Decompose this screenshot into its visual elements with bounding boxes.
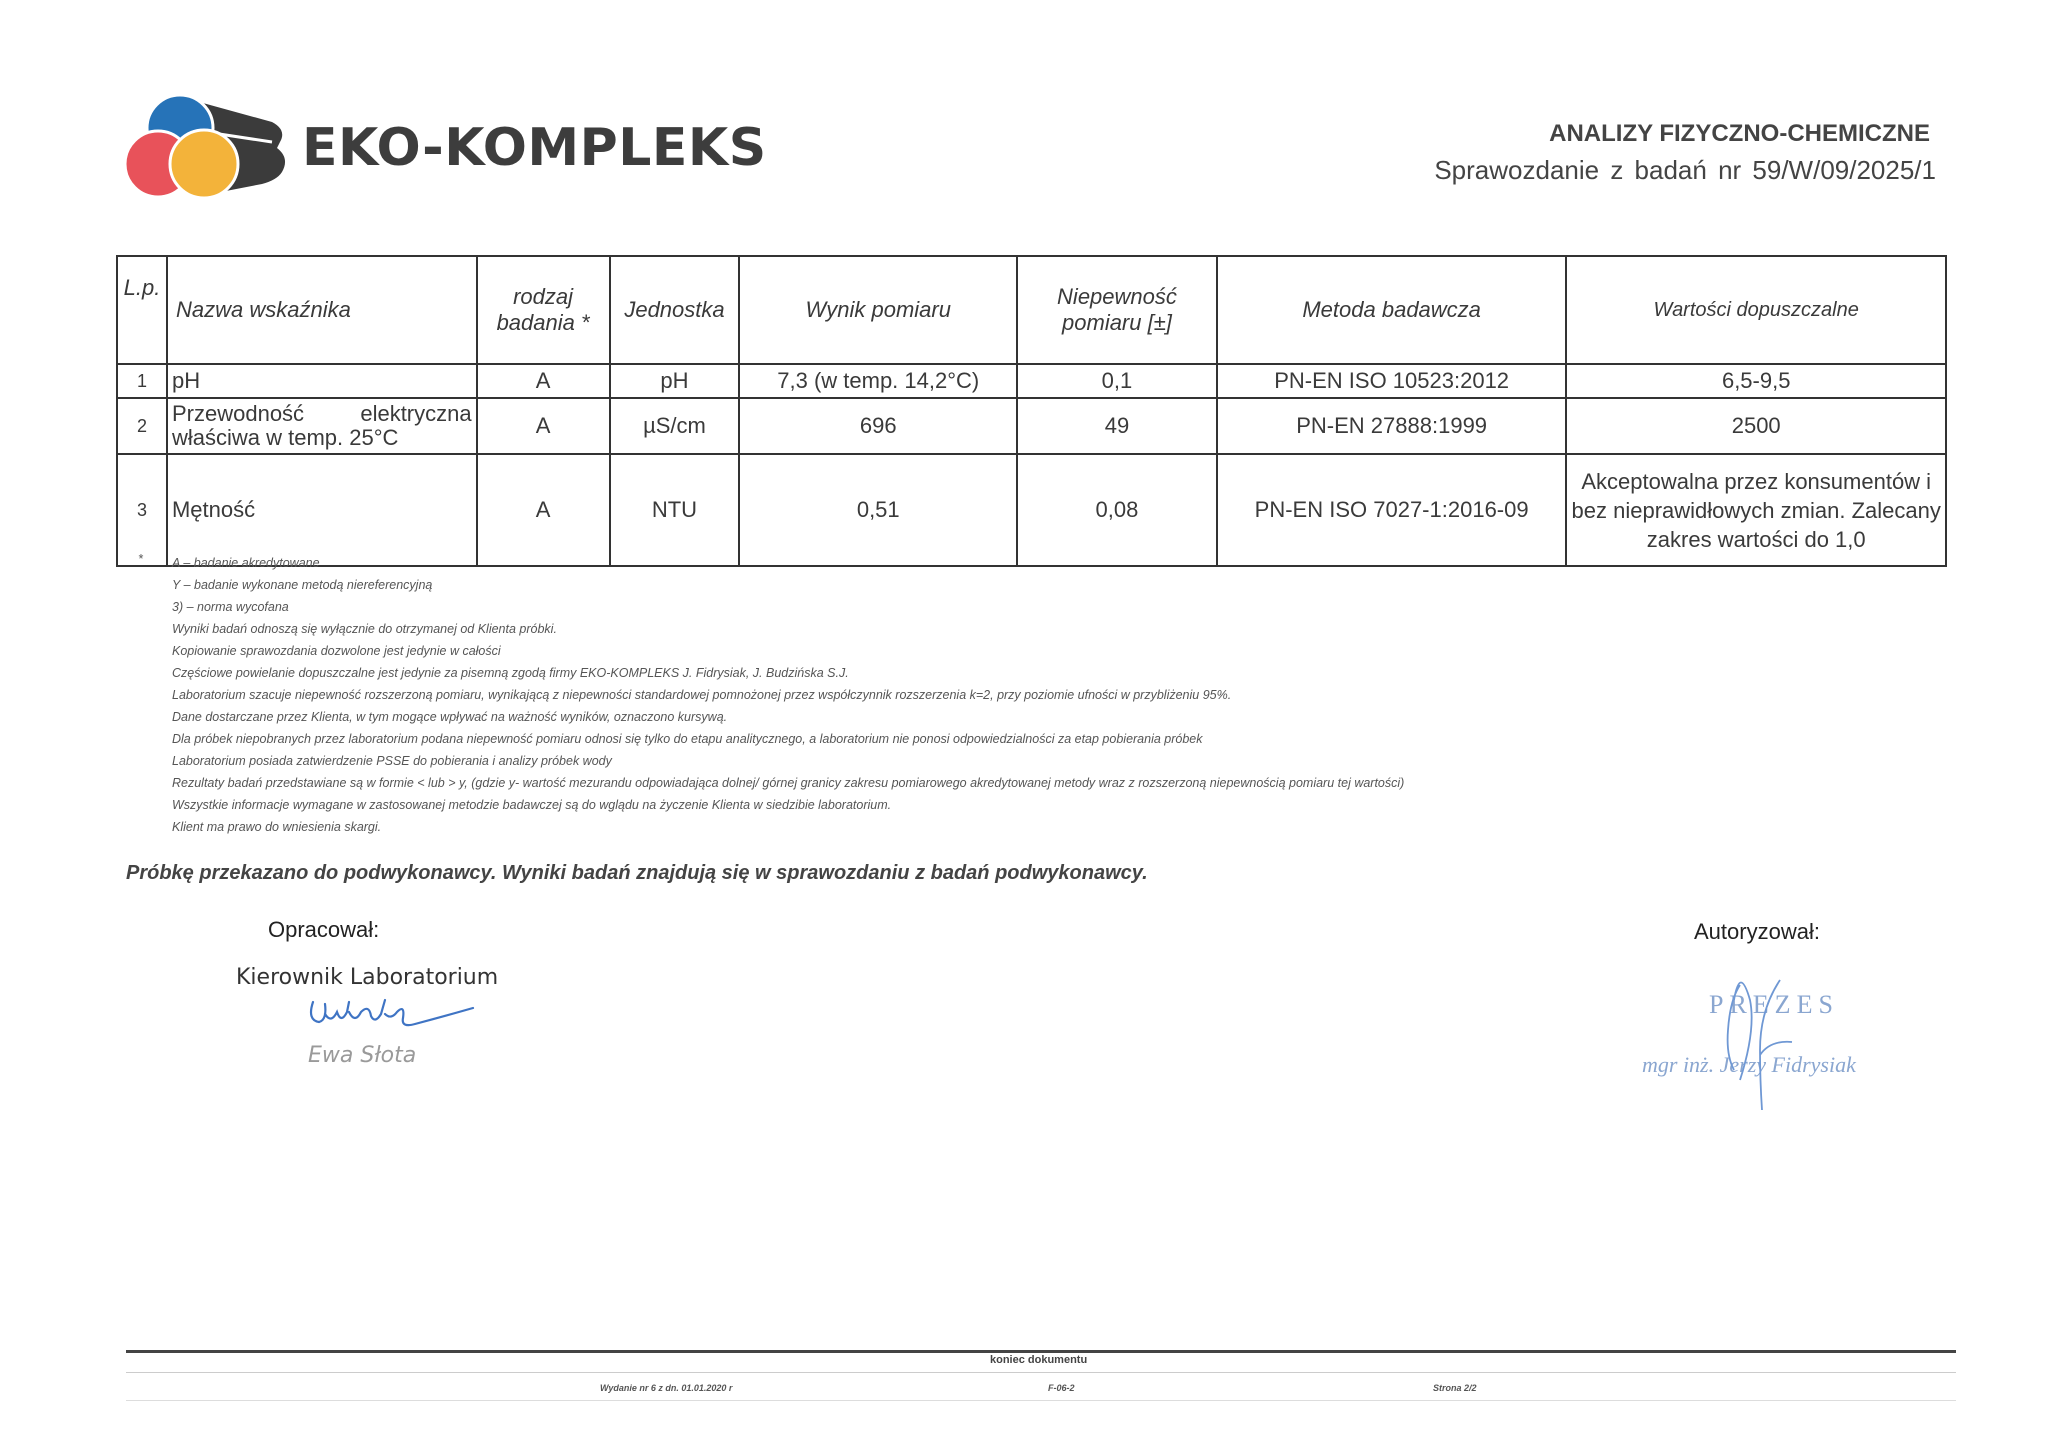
prepared-by-label: Opracował: [268, 917, 380, 942]
col-header-result: Wynik pomiaru [739, 256, 1017, 364]
cell-unit: pH [610, 364, 740, 398]
cell-lp: 3 [117, 454, 167, 566]
results-table [116, 255, 1947, 567]
footer-page-number: Strona 2/2 [1433, 1383, 1477, 1393]
footnote-line: Laboratorium szacuje niepewność rozszerzoną pomiaru, wynikającą z niepewności standardowej pomnożonej przez współczynnik rozszerzenia k=2, przy poziomie ufności w przybliżeniu 95%. [172, 688, 1232, 702]
col-header-limit: Wartości dopuszczalne [1566, 256, 1946, 364]
footer-edition: Wydanie nr 6 z dn. 01.01.2020 r [600, 1383, 733, 1393]
cell-result: 7,3 (w temp. 14,2°C) [739, 364, 1017, 398]
footer-divider-thin [126, 1372, 1956, 1373]
table-row [117, 454, 1946, 566]
stamp-role: PREZES [1709, 990, 1839, 1019]
cell-result: 0,51 [739, 454, 1017, 566]
col-header-lp: L.p. [117, 256, 167, 364]
cell-name: Przewodność elektryczna właściwa w temp. 25°C [167, 398, 477, 454]
end-of-document: koniec dokumentu [990, 1354, 1088, 1366]
col-header-name: Nazwa wskaźnika [167, 256, 477, 364]
col-header-uncertainty: Niepewność pomiaru [±] [1017, 256, 1217, 364]
cell-result: 696 [739, 398, 1017, 454]
cell-type: A [477, 454, 610, 566]
brand-name: EKO-KOMPLEKS [302, 118, 767, 178]
footnote-line: 3) – norma wycofana [172, 600, 289, 614]
cell-uncertainty: 0,1 [1017, 364, 1217, 398]
footnote-line: Dane dostarczane przez Klienta, w tym mogące wpływać na ważność wyników, oznaczono kursywą. [172, 710, 728, 724]
cell-uncertainty: 49 [1017, 398, 1217, 454]
prepared-by-role: Kierownik Laboratorium [236, 965, 499, 990]
company-logo [122, 92, 292, 202]
footnotes [138, 552, 1405, 834]
cell-name: pH [167, 364, 477, 398]
cell-lp: 1 [117, 364, 167, 398]
footnote-line: Wszystkie informacje wymagane w zastosowanej metodzie badawczej są do wglądu na życzenie Klienta w siedzibie laboratorium. [172, 798, 892, 812]
footnote-bullet: * [138, 552, 143, 566]
cell-uncertainty: 0,08 [1017, 454, 1217, 566]
cell-limit: 6,5-9,5 [1566, 364, 1946, 398]
cell-type: A [477, 398, 610, 454]
cell-method: PN-EN ISO 10523:2012 [1217, 364, 1567, 398]
cell-method: PN-EN ISO 7027-1:2016-09 [1217, 454, 1567, 566]
cell-limit: 2500 [1566, 398, 1946, 454]
footer-divider [126, 1350, 1956, 1353]
footnote-line: Klient ma prawo do wniesienia skargi. [172, 820, 382, 834]
signature-prepared [305, 990, 475, 1038]
footer-form-code: F-06-2 [1048, 1383, 1075, 1393]
col-header-unit: Jednostka [610, 256, 740, 364]
cell-name: Mętność [167, 454, 477, 566]
table-header-row [117, 256, 1946, 364]
footer-divider-bottom [126, 1400, 1956, 1401]
col-header-type: rodzaj badania * [477, 256, 610, 364]
footnote-line: Częściowe powielanie dopuszczalne jest jedynie za pisemną zgodą firmy EKO-KOMPLEKS J. Fidrysiak, J. Budzińska S.J. [172, 666, 849, 680]
subcontractor-note: Próbkę przekazano do podwykonawcy. Wyniki badań znajdują się w sprawozdaniu z badań podwykonawcy. [126, 862, 1148, 884]
cell-unit: NTU [610, 454, 740, 566]
footnote-line: Kopiowanie sprawozdania dozwolone jest jedynie w całości [172, 644, 501, 658]
cell-method: PN-EN 27888:1999 [1217, 398, 1567, 454]
col-header-method: Metoda badawcza [1217, 256, 1567, 364]
cell-lp: 2 [117, 398, 167, 454]
logo-yellow-circle [170, 130, 238, 198]
document-title: ANALIZY FIZYCZNO-CHEMICZNE [1549, 120, 1930, 147]
footnote-line: Y – badanie wykonane metodą niereferencyjną [172, 578, 433, 592]
footnote-line: Laboratorium posiada zatwierdzenie PSSE do pobierania i analizy próbek wody [172, 754, 612, 768]
cell-limit: Akceptowalna przez konsumentów i bez nieprawidłowych zmian. Zalecany zakres wartości do 1,0 [1566, 454, 1946, 566]
cell-type: A [477, 364, 610, 398]
stamp-name: mgr inż. Jerzy Fidrysiak [1642, 1052, 1856, 1077]
report-number: Sprawozdanie z badań nr 59/W/09/2025/1 [1434, 155, 1936, 185]
prepared-by-name: Ewa Słota [308, 1043, 417, 1068]
cell-unit: µS/cm [610, 398, 740, 454]
footnote-line: Rezultaty badań przedstawiane są w formie < lub > y, (gdzie y- wartość mezurandu odpowiadająca dolnej/ górnej granicy zakresu pomiarowego akredytowanej metody wraz z rozszerzoną niepewnością pomiaru tej wartości) [172, 776, 1405, 790]
authorized-by-label: Autoryzował: [1694, 919, 1820, 944]
footnote-line: A – badanie akredytowane [172, 556, 320, 570]
footnote-line: Dla próbek niepobranych przez laboratorium podana niepewność pomiaru odnosi się tylko do etapu analitycznego, a laboratorium nie ponosi odpowiedzialności za etap pobierania próbek [172, 732, 1203, 746]
table-row [117, 398, 1946, 454]
signature-authorized [1700, 960, 1850, 1120]
table-row [117, 364, 1946, 398]
footnote-line: Wyniki badań odnoszą się wyłącznie do otrzymanej od Klienta próbki. [172, 622, 557, 636]
